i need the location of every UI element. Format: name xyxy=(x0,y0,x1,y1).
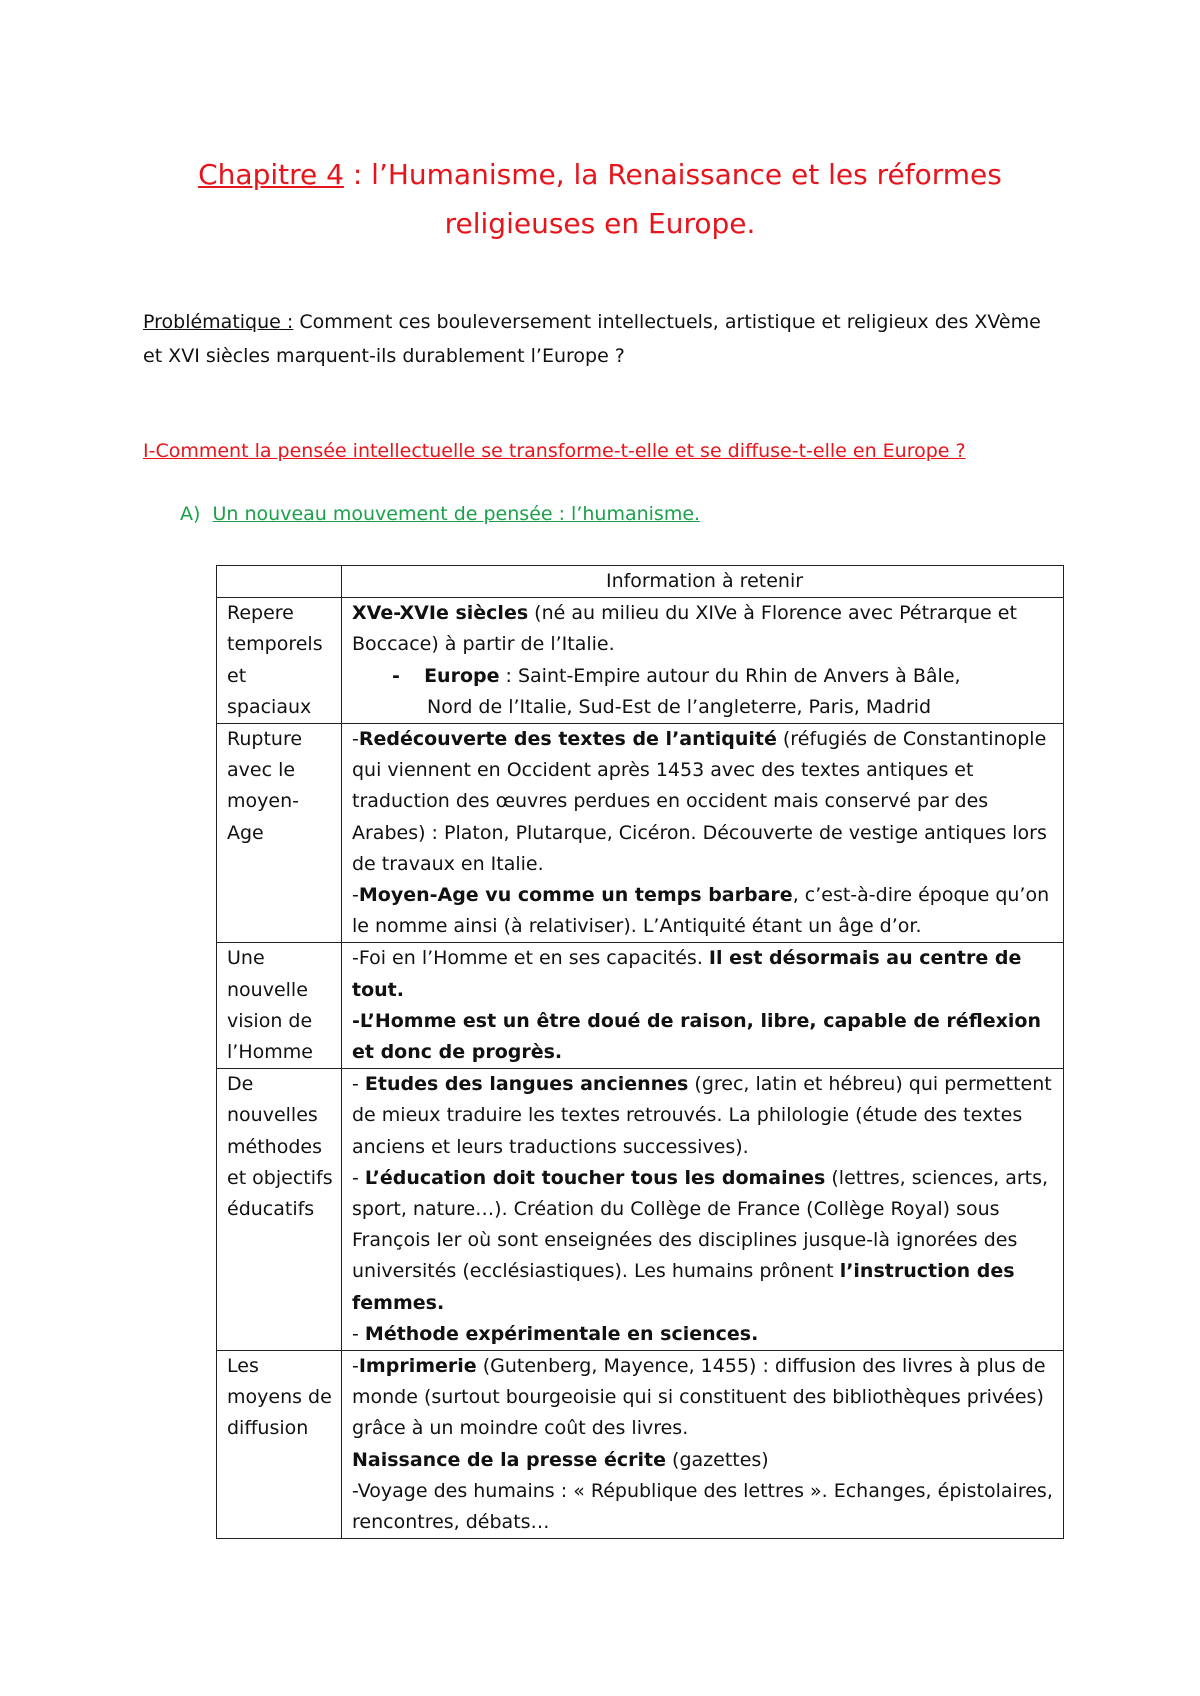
content-text: -Foi en l’Homme et en ses capacités. xyxy=(352,947,709,970)
section-heading-1: I-Comment la pensée intellectuelle se transforme-t-elle et se diffuse-t-elle en Europe ? xyxy=(143,440,966,462)
content-text: (né au milieu du XIVe à Florence avec Pétrarque et Boccace) à partir de l’Italie. xyxy=(352,602,1017,656)
bold-text: -L’Homme est un être doué de raison, libre, capable de réflexion et donc de progrès. xyxy=(352,1009,1042,1064)
content-text: (Gutenberg, Mayence, 1455) : diffusion des livres à plus de monde (surtout bourgeoisie qui si constituent des bibliothèques privées) grâce à un moindre coût des livres. xyxy=(352,1355,1046,1440)
content-text: (réfugiés de Constantinople qui viennent en Occident après 1453 avec des textes antiques et traduction des œuvres perdues en occident mais conservé par des Arabes) : Platon, Plutarque, Cicéron. Découverte de vestige antiques lors de travaux en Italie. xyxy=(352,728,1047,875)
content-text: (lettres, sciences, arts, sport, nature…). Création du Collège de France (Collège Royal) sous François Ier où sont enseignées des disciplines jusque-là ignorées des universités (ecclésiastiques). Les humains prônent xyxy=(352,1166,1049,1283)
content-text: , c’est-à-dire époque qu’on le nomme ainsi (à relativiser). L’Antiquité étant un âge d’or. xyxy=(352,884,1050,938)
bold-text: Europe xyxy=(424,664,500,687)
table-row xyxy=(217,1351,1064,1539)
row-content xyxy=(342,1351,1064,1539)
dash: - xyxy=(352,1073,365,1096)
row-content xyxy=(342,1069,1064,1351)
dash: - xyxy=(352,728,359,751)
content-text: : Saint-Empire autour du Rhin de Anvers à Bâle, xyxy=(499,664,961,687)
table-row xyxy=(217,943,1064,1069)
bold-text: Redécouverte des textes de l’antiquité xyxy=(358,728,777,751)
content-paragraph xyxy=(352,1445,1057,1476)
table-row xyxy=(217,598,1064,724)
bold-text: Etudes des langues anciennes xyxy=(364,1073,689,1096)
humanisme-table xyxy=(216,565,1064,1539)
content-paragraph xyxy=(352,1351,1057,1445)
subsection-title: Un nouveau mouvement de pensée : l’humanisme. xyxy=(212,503,701,525)
content-paragraph xyxy=(352,1069,1057,1163)
table-header-cell: Information à retenir xyxy=(342,566,1064,598)
row-content xyxy=(342,598,1064,724)
bold-text: XVe-XVIe siècles xyxy=(352,602,529,625)
content-paragraph xyxy=(352,1319,1057,1350)
list-item xyxy=(352,661,1057,692)
bold-text: Il est désormais au centre de tout. xyxy=(352,947,1022,1001)
content-paragraph xyxy=(352,724,1057,880)
row-content xyxy=(342,724,1064,943)
problematique-label: Problématique : xyxy=(143,311,294,333)
list-dash: - xyxy=(392,664,400,687)
content-text: (gazettes) xyxy=(666,1448,769,1471)
subsection-heading-a xyxy=(180,503,700,525)
bold-text: Moyen-Age vu comme un temps barbare xyxy=(358,884,793,907)
content-text: (grec, latin et hébreu) qui permettent de mieux traduire les textes retrouvés. La philologie (étude des textes anciens et leurs traductions successives). xyxy=(352,1073,1052,1158)
dash: - xyxy=(352,1322,365,1345)
table-row xyxy=(217,1069,1064,1351)
row-label: Repere temporels et spaciaux xyxy=(217,598,342,724)
chapter-title-line2: religieuses en Europe. xyxy=(444,207,756,240)
row-label: De nouvelles méthodes et objectifs éducatifs xyxy=(217,1069,342,1351)
row-content xyxy=(342,943,1064,1069)
table-header-empty xyxy=(217,566,342,598)
row-label: Une nouvelle vision de l’Homme xyxy=(217,943,342,1069)
row-label: Rupture avec le moyen-Age xyxy=(217,724,342,943)
problematique-text: Comment ces bouleversement intellectuels, artistique et religieux des XVème et XVI siècles marquent-ils durablement l’Europe ? xyxy=(143,311,1041,367)
content-paragraph xyxy=(352,1006,1057,1068)
bold-text: Imprimerie xyxy=(358,1355,477,1378)
content-paragraph: -Voyage des humains : « République des lettres ». Echanges, épistolaires, rencontres, débats… xyxy=(352,1479,1053,1534)
subsection-marker: A) xyxy=(180,503,201,525)
bold-text: l’instruction des femmes. xyxy=(352,1260,1015,1314)
row-label: Les moyens de diffusion xyxy=(217,1351,342,1539)
content-paragraph xyxy=(352,880,1057,942)
table-header-row xyxy=(217,566,1064,598)
chapter-title-line1: : l’Humanisme, la Renaissance et les réformes xyxy=(343,158,1002,191)
bold-text: Naissance de la presse écrite xyxy=(352,1448,666,1471)
table-row xyxy=(217,724,1064,943)
content-paragraph xyxy=(352,1163,1057,1319)
dash: - xyxy=(352,1355,359,1378)
dash: - xyxy=(352,1166,365,1189)
content-paragraph xyxy=(352,598,1057,660)
content-paragraph xyxy=(352,943,1057,1005)
bold-text: Méthode expérimentale en sciences. xyxy=(364,1322,759,1345)
chapter-number: Chapitre 4 xyxy=(198,158,344,191)
list-item-continuation: Nord de l’Italie, Sud-Est de l’angleterre, Paris, Madrid xyxy=(427,695,932,718)
dash: - xyxy=(352,884,359,907)
problematique xyxy=(143,305,1063,373)
chapter-title xyxy=(130,150,1070,248)
bold-text: L’éducation doit toucher tous les domaines xyxy=(364,1166,826,1189)
